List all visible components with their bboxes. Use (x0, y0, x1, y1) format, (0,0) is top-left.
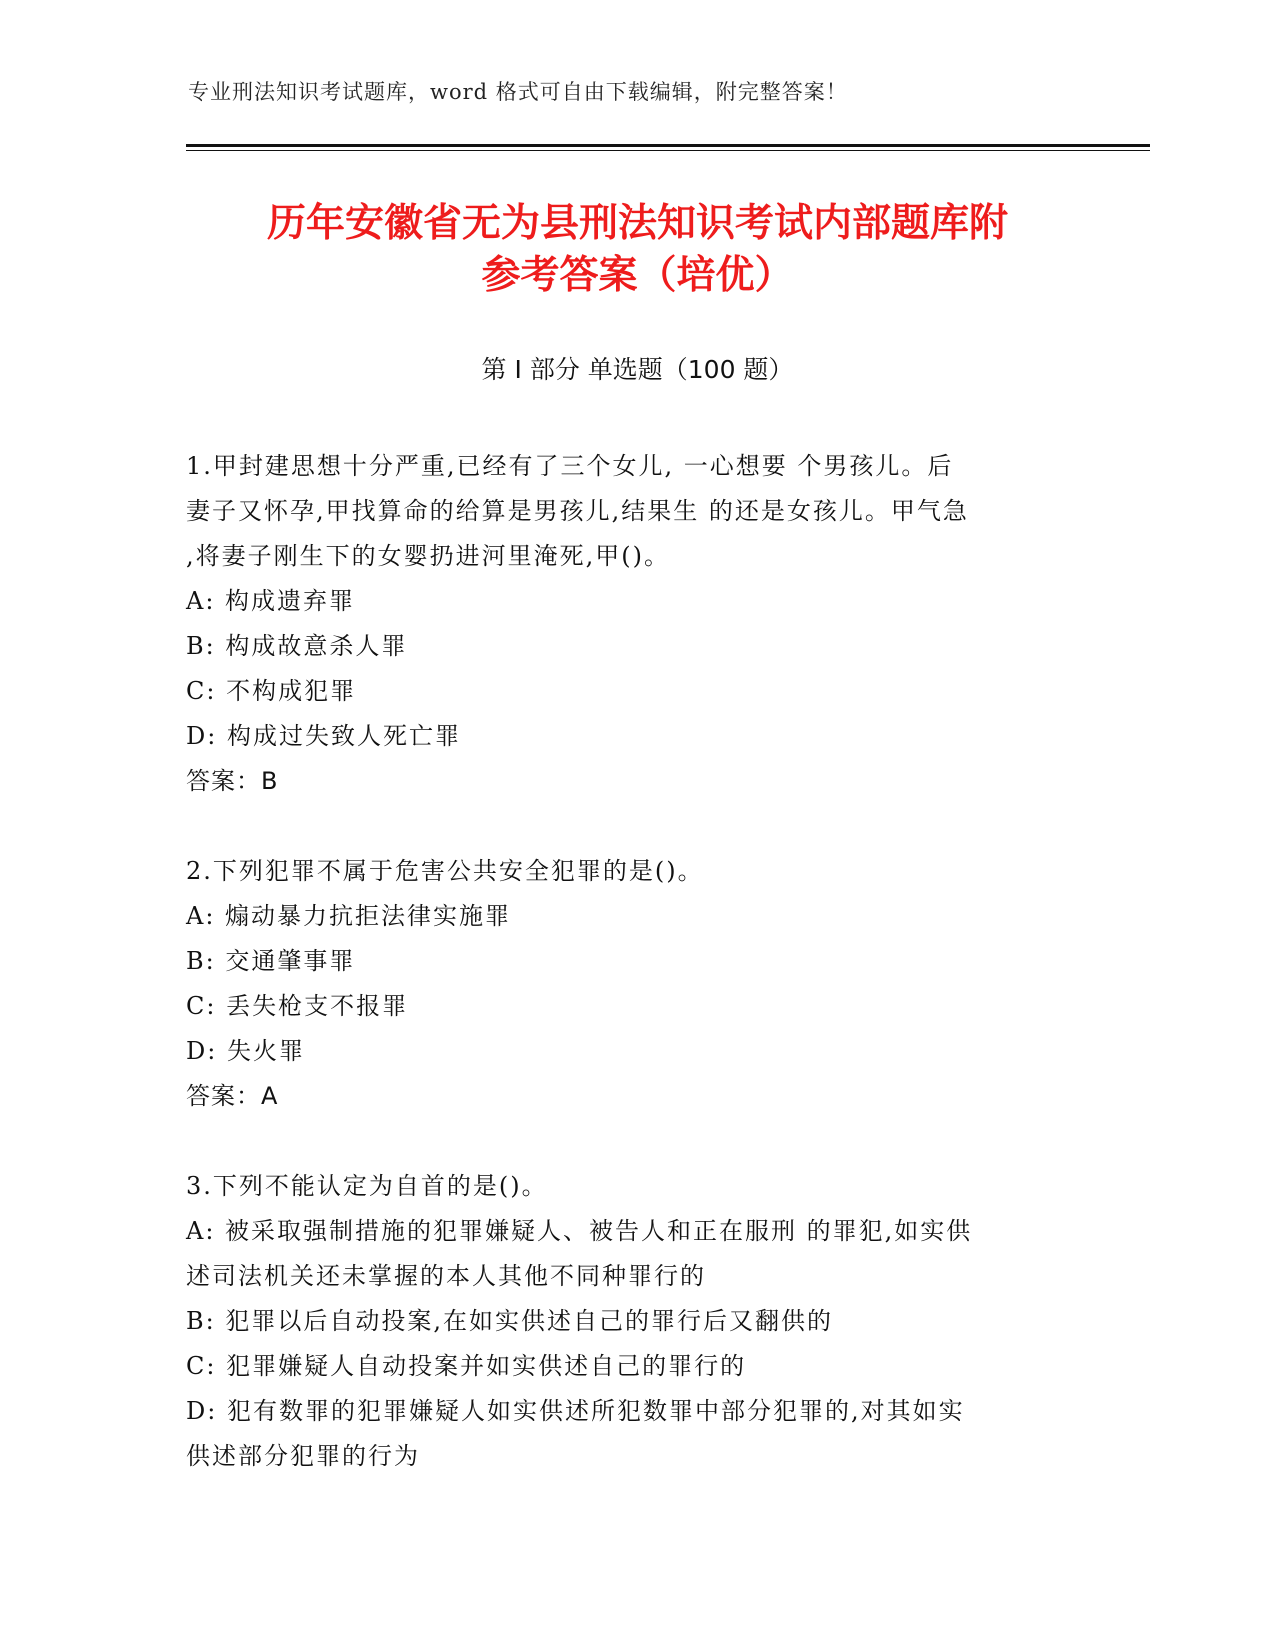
question-list (186, 444, 1076, 1524)
document-title-line-2: 参考答案（培优） (481, 253, 794, 298)
question-stem-line: 3.下列不能认定为自首的是()。 (186, 1172, 548, 1200)
document-title-line-1: 历年安徽省无为县刑法知识考试内部题库附 (266, 201, 1008, 246)
question-stem-line: 1.甲封建思想十分严重,已经有了三个女儿, 一心想要 个男孩儿。后 (186, 452, 954, 480)
section-title: 第 I 部分 单选题（100 题） (481, 355, 794, 384)
option-line: A: 被采取强制措施的犯罪嫌疑人、被告人和正在服刑 的罪犯,如实供 (186, 1217, 973, 1245)
option-a: A: 煽动暴力抗拒法律实施罪 (186, 902, 512, 930)
answer-label: 答案：B (186, 767, 279, 795)
header-note: 专业刑法知识考试题库，word 格式可自由下载编辑，附完整答案！ (188, 80, 848, 104)
option-line: 供述部分犯罪的行为 (186, 1442, 420, 1470)
answer-label: 答案：A (186, 1082, 279, 1110)
option-line: B: 犯罪以后自动投案,在如实供述自己的罪行后又翻供的 (186, 1307, 833, 1335)
question-1 (186, 444, 1076, 804)
question-stem-line: ,将妻子刚生下的女婴扔进河里淹死,甲()。 (186, 542, 670, 570)
question-stem-line: 2.下列犯罪不属于危害公共安全犯罪的是()。 (186, 857, 704, 885)
header-rule-thick (186, 144, 1150, 147)
option-d: D: 构成过失致人死亡罪 (186, 722, 461, 750)
document-title (140, 198, 1135, 302)
option-d: D: 失火罪 (186, 1037, 305, 1065)
header-rule-thin (186, 150, 1150, 151)
option-c: C: 不构成犯罪 (186, 677, 357, 705)
option-line: C: 犯罪嫌疑人自动投案并如实供述自己的罪行的 (186, 1352, 747, 1380)
option-line: 述司法机关还未掌握的本人其他不同种罪行的 (186, 1262, 706, 1290)
option-b: B: 交通肇事罪 (186, 947, 356, 975)
option-line: D: 犯有数罪的犯罪嫌疑人如实供述所犯数罪中部分犯罪的,对其如实 (186, 1397, 965, 1425)
option-c: C: 丢失枪支不报罪 (186, 992, 409, 1020)
question-3 (186, 1164, 1076, 1479)
option-a: A: 构成遗弃罪 (186, 587, 356, 615)
question-2 (186, 849, 1076, 1119)
option-b: B: 构成故意杀人罪 (186, 632, 408, 660)
question-stem-line: 妻子又怀孕,甲找算命的给算是男孩儿,结果生 的还是女孩儿。甲气急 (186, 497, 969, 525)
